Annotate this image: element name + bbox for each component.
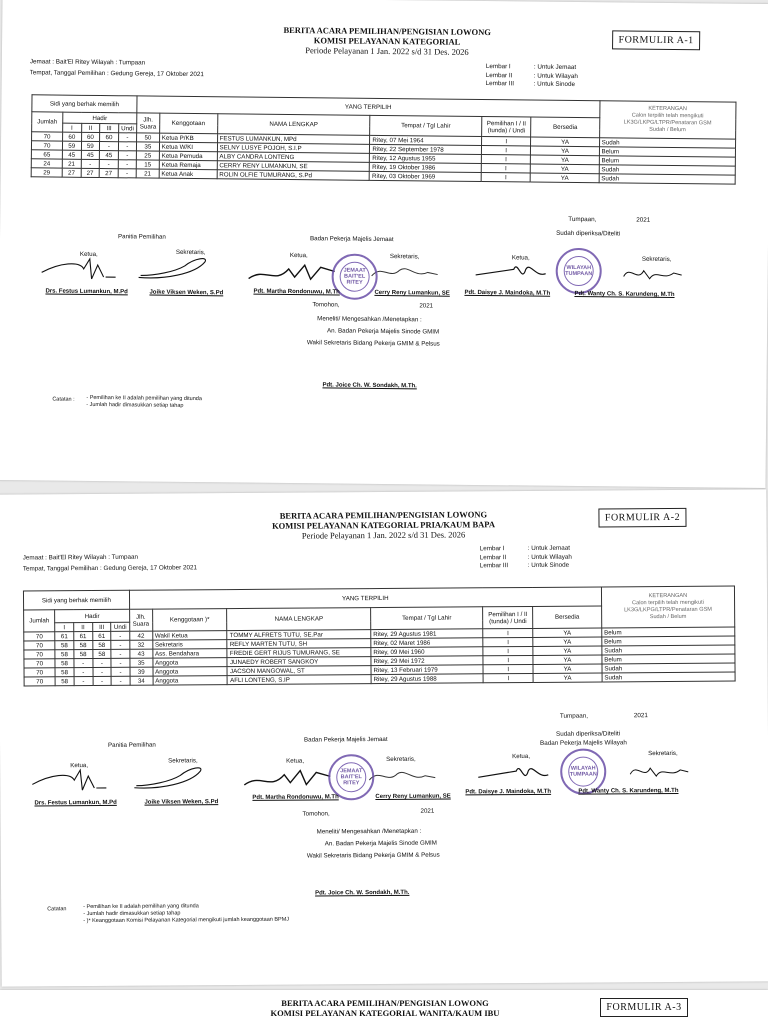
cell-pem: I [481, 137, 531, 147]
lembar-label: Lembar II [485, 71, 513, 79]
signature-joike [135, 253, 215, 284]
name-joike: Joike Viksen Weken, S.Pd [149, 289, 224, 297]
keterangan-note: Calon terpilih telah mengikuti LK3G/LKPG/LTPR/Penataran GSM [624, 599, 712, 614]
cell-ber: YA [531, 155, 599, 165]
stamp-text: WILAYAH TUMPAAN [564, 256, 594, 286]
hadir-header: Hadir [63, 112, 137, 124]
meneliti-label: Meneliti/ Mengesahkan /Menetapkan : [317, 315, 422, 324]
sekretaris-label: Sekretaris, [641, 255, 672, 264]
cell-nama: FREDIE GERT RIJUS TUMURANG, SE [227, 648, 371, 658]
cell-undi: - [111, 676, 129, 685]
name-martha: Pdt. Martha Rondonuwu, M.Th [252, 794, 339, 801]
stamp-text: JEMAAT BAIT'EL RITEY [339, 262, 369, 292]
cell-ket: Sudah [602, 672, 735, 682]
cell-h1: 58 [55, 668, 74, 677]
jlh-suara-header: Jlh. Suara [129, 609, 152, 631]
cell-jab: Ass. Bendahara [152, 649, 227, 659]
panitia-label: Panitia Pemilihan [108, 741, 156, 749]
form-a3-header [220, 998, 550, 1018]
cell-suara: 32 [130, 640, 153, 649]
cell-suara: 50 [137, 133, 160, 142]
catatan-item: - Pemilihan ke II adalah pemilihan yang ditunda [83, 903, 199, 911]
diperiksa-label: Sudah diperiksa/Diteliti [556, 229, 621, 238]
cell-jumlah: 70 [31, 141, 62, 150]
cell-undi: - [118, 160, 136, 169]
cell-ttl: Ritey, 12 Agustus 1955 [370, 153, 482, 163]
cell-ttl: Ritey, 29 Agustus 1981 [371, 629, 483, 639]
cell-h1: 21 [62, 159, 81, 168]
catatan-item: - Pemilihan ke II adalah pemilihan yang ditunda [86, 394, 202, 403]
lembar-value: : Untuk Jemaat [533, 63, 577, 72]
lembar-value: : Untuk Sinode [533, 80, 576, 88]
cell-ttl: Ritey, 09 Mei 1960 [371, 647, 483, 657]
tumpaan-label: Tumpaan, [568, 215, 597, 224]
cell-ttl: Ritey, 19 Oktober 1986 [370, 162, 482, 172]
ketua-label: Ketua, [511, 254, 530, 262]
cell-ket: Belum [599, 147, 735, 157]
pemilihan-header: Pemilihan I / II (tunda) / Undi [482, 117, 532, 138]
formulir-label: FORMULIR A-3 [600, 998, 688, 1017]
cell-undi: - [111, 640, 129, 649]
bpmj-label: Badan Pekerja Majelis Jemaat [309, 235, 394, 244]
sekretaris-label: Sekretaris, [386, 755, 416, 763]
cell-h2: - [74, 668, 93, 677]
cell-h2: 61 [74, 632, 93, 641]
nama-header: NAMA LENGKAP [227, 608, 371, 631]
form-a3-page [0, 990, 768, 1030]
cell-h3: 27 [99, 169, 118, 178]
cell-ket: Belum [602, 654, 735, 664]
cell-nama: JACSON MANGOWAL, ST [227, 666, 371, 676]
cell-ber: YA [533, 628, 602, 637]
tumpaan-year: 2021 [633, 712, 648, 720]
cell-undi: - [118, 133, 136, 142]
cell-h3: - [93, 658, 112, 667]
name-wanty: Pdt. Wanty Ch. S. Karundeng, M.Th [574, 290, 675, 299]
cell-h1: 60 [63, 132, 82, 141]
nama-header: NAMA LENGKAP [217, 114, 370, 136]
cell-jab: Ketua Anak [159, 169, 217, 179]
cell-jumlah: 29 [31, 168, 62, 177]
cell-nama: TOMMY ALFRETS TUTU, SE.Par [227, 630, 371, 640]
signature-martha [240, 762, 340, 793]
cell-ber: YA [531, 146, 599, 156]
cell-undi: - [111, 649, 129, 658]
cell-jab: Anggota [153, 676, 228, 686]
cell-ket: Belum [602, 636, 735, 646]
signature-festus [40, 254, 130, 285]
keterangan-title: KETERANGAN [648, 592, 688, 600]
sidi-header: Sidi yang berhak memilih [32, 95, 137, 113]
cell-jumlah: 70 [32, 132, 63, 141]
bersedia-header: Bersedia [531, 117, 599, 138]
signature-festus [30, 766, 120, 797]
jemaat-line: Jemaat : Bait'El Ritey Wilayah : Tumpaan [29, 58, 146, 67]
cell-ket: Belum [599, 156, 735, 166]
tomohon-year: 2021 [419, 302, 434, 310]
cell-h3: - [100, 142, 119, 151]
ketua-label: Ketua, [512, 752, 531, 761]
cell-ber: YA [533, 646, 602, 655]
cell-h3: 58 [92, 640, 111, 649]
cell-jumlah: 24 [31, 159, 62, 168]
cell-ber: YA [533, 637, 602, 646]
cell-h3: - [99, 160, 118, 169]
name-wanty: Pdt. Wanty Ch. S. Karundeng, M.Th [578, 787, 679, 795]
cell-jab: Ketua Remaja [159, 160, 217, 170]
cell-h2: - [74, 659, 93, 668]
jemaat-line: Jemaat : Bait'El Ritey Wilayah : Tumpaan [22, 553, 139, 562]
cell-ket: Belum [602, 627, 735, 637]
tomohon-year: 2021 [420, 807, 435, 815]
cell-pem: I [481, 173, 531, 183]
diperiksa-label: Sudah diperiksa/Diteliti [555, 730, 621, 738]
ketua-label: Ketua, [286, 757, 305, 765]
sekretaris-label: Sekretaris, [648, 749, 678, 758]
cell-h3: 60 [100, 133, 119, 142]
name-joike: Joike Viksen Weken, S.Pd [144, 799, 219, 806]
pemilihan-header: Pemilihan I / II (tunda) / Undi [483, 606, 533, 628]
cell-h1: 58 [55, 659, 74, 668]
meneliti-label: Meneliti/ Mengesahkan /Menetapkan : [316, 827, 422, 836]
cell-h2: 58 [74, 641, 93, 650]
cell-ket: Sudah [599, 165, 735, 175]
cell-suara: 21 [136, 169, 159, 178]
cell-h1: 45 [62, 150, 81, 159]
cell-nama: REFLY MARTEN TUTU, SH [227, 639, 371, 649]
cell-h3: - [93, 676, 112, 685]
ketua-label: Ketua, [79, 250, 98, 259]
lembar-list [486, 63, 578, 89]
kenggotaan-header: Kenggotaan [159, 113, 217, 134]
cell-nama: SELNY LUSYE POJOH, S.I.P [217, 143, 370, 154]
stamp-text: JEMAAT BAIT'EL RITEY [336, 762, 366, 792]
signature-wanty [620, 260, 690, 286]
cell-jumlah: 70 [24, 677, 55, 686]
cell-ket: Sudah [602, 663, 735, 673]
catatan-item: - Jumlah hadir dimasukkan setiap tahap [83, 910, 181, 918]
hadir-header: Hadir [55, 609, 130, 623]
tempat-line: Tempat, Tanggal Pemilihan : Gedung Gereja, 17 Oktober 2021 [22, 564, 198, 573]
catatan-item: - Jumlah hadir dimasukkan setiap tahap [86, 401, 184, 409]
ttl-header: Tempat / Tgl Lahir [371, 607, 483, 630]
catatan-label: Catatan [47, 906, 67, 913]
cell-h2: 27 [81, 168, 100, 177]
title-line-2: KOMISI PELAYANAN KATEGORIAL PRIA/KAUM BAPA [272, 519, 495, 531]
cell-ket: Sudah [599, 138, 735, 148]
cell-ttl: Ritey, 03 Oktober 1969 [370, 171, 482, 181]
cell-h3: - [93, 667, 112, 676]
cell-pem: I [483, 664, 533, 673]
cell-jab: Ketua W/KI [159, 142, 217, 152]
ttl-header: Tempat / Tgl Lahir [370, 115, 482, 136]
cell-suara: 25 [136, 151, 159, 160]
cell-h3: 58 [92, 649, 111, 658]
cell-suara: 35 [130, 658, 153, 667]
cell-suara: 35 [136, 142, 159, 151]
cell-jumlah: 65 [31, 150, 62, 159]
cell-pem: I [483, 655, 533, 664]
period-line: Periode Pelayanan 1 Jan. 2022 s/d 31 Des. 2026 [305, 45, 469, 57]
cell-ttl: Ritey, 29 Agustus 1988 [371, 674, 483, 684]
sekretaris-label: Sekretaris, [389, 253, 420, 261]
tumpaan-label: Tumpaan, [559, 712, 589, 720]
name-joice: Pdt. Joice Ch. W. Sondakh, M.Th. [322, 382, 417, 390]
bersedia-header: Bersedia [533, 606, 602, 628]
kenggotaan-header: Kenggotaan )* [152, 609, 227, 632]
panitia-label: Panitia Pemilihan [118, 233, 166, 241]
cell-suara: 43 [130, 649, 153, 658]
catatan-label: Catatan : [52, 396, 75, 403]
name-cerry: Cerry Reny Lumankun, SE [375, 793, 451, 801]
stamp-text: WILAYAH TUMPAAN [568, 757, 598, 787]
cell-pem: I [481, 155, 531, 165]
cell-jab: Anggota [153, 667, 228, 677]
cell-h2: 60 [81, 132, 100, 141]
cell-h1: 58 [55, 650, 74, 659]
jlh-suara-header: Jlh. Suara [137, 113, 160, 133]
name-martha: Pdt. Martha Rondonuwu, M.Th [253, 288, 340, 296]
cell-undi: - [111, 631, 129, 640]
cell-ber: YA [533, 673, 602, 682]
lembar-label: Lembar I [485, 63, 511, 71]
cell-ber: YA [531, 164, 599, 174]
name-daisye: Pdt. Daisye J. Maindoka, M.Th [465, 788, 552, 796]
cell-h3: 61 [92, 631, 111, 640]
cell-nama: ROLIN OLFIE TUMURANG, S.Pd [217, 170, 370, 181]
cell-ber: YA [533, 664, 602, 673]
cell-h1: 61 [55, 632, 74, 641]
cell-jab: Ketua P/KB [159, 133, 217, 143]
lembar-value: : Untuk Wilayah [533, 72, 578, 80]
title-line-1: BERITA ACARA PEMILIHAN/PENGISIAN LOWONG [283, 24, 491, 38]
wakil-sekretaris-label: Wakil Sekretaris Bidang Pekerja GMIM & Pelsus [306, 851, 440, 860]
cell-pem: I [481, 146, 531, 156]
cell-jab: Wakil Ketua [152, 631, 227, 641]
hadir-iii-header: III [92, 622, 111, 631]
keterangan-sub: Sudah / Belum [649, 126, 686, 134]
cell-suara: 15 [136, 160, 159, 169]
cell-nama: ALBY CANDRA LONTENG [217, 152, 370, 163]
form-a1-page [0, 0, 768, 488]
cell-ttl: Ritey, 22 September 1978 [370, 144, 482, 154]
hadir-i-header: I [63, 123, 82, 132]
formulir-label: FORMULIR A-2 [598, 508, 686, 528]
sidi-header: Sidi yang berhak memilih [23, 590, 129, 610]
cell-pem: I [481, 164, 531, 174]
election-table [31, 94, 737, 184]
cell-suara: 39 [130, 667, 153, 676]
name-festus: Drs. Festus Lumankun, M.Pd [45, 288, 128, 296]
tomohon-label: Tomohon, [312, 301, 340, 309]
cell-pem: I [483, 673, 533, 682]
lembar-label: Lembar III [479, 562, 509, 570]
cell-jumlah: 70 [24, 668, 55, 677]
cell-jumlah: 70 [24, 659, 55, 668]
form-a2-page [0, 489, 768, 986]
tumpaan-year: 2021 [636, 216, 651, 224]
signature-daisye [474, 255, 554, 286]
cell-ber: YA [531, 137, 599, 147]
cell-h2: 59 [81, 141, 100, 150]
tempat-line: Tempat, Tanggal Pemilihan : Gedung Gereja, 17 Oktober 2021 [29, 69, 204, 79]
lembar-label: Lembar III [485, 80, 515, 88]
cell-nama: AFLI LONTENG, S.IP [228, 675, 372, 685]
cell-nama: CERRY RENY LUMANKUN, SE [217, 161, 370, 172]
cell-ttl: Ritey, 07 Mei 1964 [370, 135, 482, 145]
cell-jumlah: 70 [24, 641, 55, 650]
ketua-label: Ketua, [289, 252, 308, 260]
hadir-iii-header: III [100, 124, 119, 133]
cell-h1: 27 [62, 168, 81, 177]
name-joice: Pdt. Joice Ch. W. Sondakh, M.Th. [315, 889, 410, 897]
jumlah-header: Jumlah [24, 610, 55, 632]
signature-wanty [626, 758, 696, 783]
keterangan-sub: Sudah / Belum [649, 613, 687, 621]
cell-suara: 42 [129, 631, 152, 640]
title-line-1: BERITA ACARA PEMILIHAN/PENGISIAN LOWONG [281, 998, 489, 1008]
hadir-ii-header: II [74, 623, 93, 632]
keterangan-title: KETERANGAN [648, 105, 688, 113]
cell-pem: I [483, 628, 533, 637]
cell-h2: - [81, 159, 100, 168]
lembar-label: Lembar II [479, 553, 507, 561]
ketua-label: Ketua, [70, 762, 89, 770]
terpilih-header: YANG TERPILIH [137, 96, 600, 118]
table-body [31, 132, 735, 184]
wilayah-stamp [555, 248, 601, 294]
wakil-sekretaris-label: Wakil Sekretaris Bidang Pekerja GMIM & Pelsus [306, 339, 440, 348]
cell-ttl: Ritey, 29 Mei 1972 [371, 656, 483, 666]
cell-ket: Sudah [602, 645, 735, 655]
title-line-1: BERITA ACARA PEMILIHAN/PENGISIAN LOWONG [279, 509, 488, 521]
catatan-item: - )* Keanggotaan Komisi Pelayanan Kategorial mengikuti jumlah keanggotaan BPMJ [83, 916, 290, 925]
signature-cerry [368, 260, 448, 286]
lembar-label: Lembar I [479, 545, 505, 553]
cell-ber: YA [533, 655, 602, 664]
bpmw-label: Badan Pekerja Majelis Wilayah [540, 739, 627, 747]
name-festus: Drs. Festus Lumankun, M.Pd [34, 799, 117, 807]
cell-undi: - [118, 151, 136, 160]
hadir-i-header: I [55, 623, 74, 632]
sekretaris-label: Sekretaris, [168, 757, 198, 765]
title-line-2: KOMISI PELAYANAN KATEGORIAL WANITA/KAUM IBU [270, 1008, 500, 1018]
cell-ber: YA [531, 173, 599, 183]
cell-jumlah: 70 [24, 650, 55, 659]
period-line: Periode Pelayanan 1 Jan. 2022 s/d 31 Des. 2026 [301, 529, 466, 541]
cell-undi: - [118, 142, 136, 151]
cell-nama: JUNAEDY ROBERT SANGKOY [227, 657, 371, 667]
signature-joike [130, 763, 210, 794]
cell-ttl: Ritey, 13 Februari 1979 [371, 665, 483, 675]
cell-h1: 58 [55, 677, 74, 686]
title-line-2: KOMISI PELAYANAN KATEGORIAL [313, 35, 461, 47]
name-daisye: Pdt. Daisye J. Maindoka, M.Th [464, 289, 551, 297]
catatan-list [86, 395, 202, 410]
undi-header: Undi [111, 622, 129, 631]
cell-h2: - [74, 677, 93, 686]
cell-h3: 45 [99, 151, 118, 160]
hadir-ii-header: II [81, 123, 100, 132]
cell-h1: 59 [62, 141, 81, 150]
signature-cerry [365, 764, 445, 790]
cell-suara: 34 [130, 676, 153, 685]
form-a2-header [218, 509, 548, 541]
cell-ttl: Ritey, 02 Maret 1986 [371, 638, 483, 648]
cell-jab: Sekretaris [152, 640, 227, 650]
cell-h2: 58 [74, 650, 93, 659]
an-sinode-label: An. Badan Pekerja Majelis Sinode GMIM [324, 839, 437, 848]
cell-pem: I [483, 637, 533, 646]
tomohon-label: Tomohon, [302, 810, 330, 818]
cell-h2: 45 [81, 150, 100, 159]
cell-undi: - [111, 667, 129, 676]
cell-undi: - [118, 169, 136, 178]
jumlah-header: Jumlah [32, 112, 63, 132]
keterangan-header [601, 586, 734, 628]
lembar-value: : Untuk Jemaat [527, 544, 571, 552]
election-table [23, 586, 736, 687]
cell-h1: 58 [55, 641, 74, 650]
keterangan-header [599, 101, 736, 139]
undi-header: Undi [118, 124, 136, 133]
an-sinode-label: An. Badan Pekerja Majelis Sinode GMIM [327, 327, 440, 336]
cell-nama: FESTUS LUMANKUN, MPd [217, 134, 370, 145]
lembar-value: : Untuk Wilayah [527, 553, 572, 561]
cell-jumlah: 70 [24, 632, 55, 641]
cell-ket: Sudah [599, 174, 735, 184]
keterangan-note: Calon terpilih telah mengikuti LK3G/LKPG/LTPR/Penataran GSM [623, 112, 712, 127]
lembar-list [480, 545, 572, 571]
bpmj-label: Badan Pekerja Majelis Jemaat [303, 735, 388, 744]
lembar-value: : Untuk Sinode [527, 561, 570, 569]
cell-pem: I [483, 646, 533, 655]
signature-daisye [476, 757, 556, 788]
formulir-label: FORMULIR A-1 [612, 30, 700, 50]
signature-martha [245, 257, 345, 288]
cell-undi: - [111, 658, 129, 667]
cell-jab: Anggota [153, 658, 228, 668]
name-cerry: Cerry Reny Lumankun, SE [374, 289, 450, 297]
table-body [24, 627, 735, 686]
catatan-list [83, 903, 289, 925]
sekretaris-label: Sekretaris, [175, 248, 206, 257]
cell-jab: Ketua Pemuda [159, 151, 217, 161]
form-a1-header [222, 24, 552, 57]
terpilih-header: YANG TERPILIH [129, 587, 601, 609]
